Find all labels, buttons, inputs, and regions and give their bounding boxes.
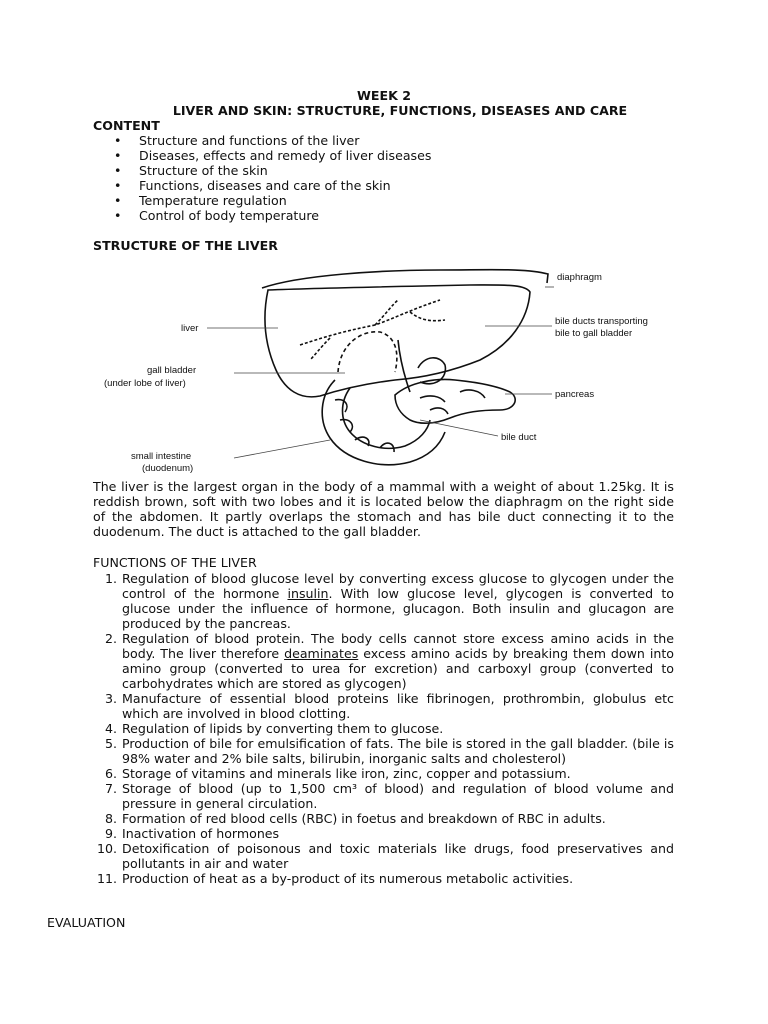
function-item: 3. Manufacture of essential blood proteins like fibrinogen, prothrombin, globulus etc which are involved in blood clotting. (104, 691, 674, 721)
bullet-icon: • (114, 133, 122, 148)
function-item: 10. Detoxification of poisonous and toxic materials like drugs, food preservatives and pollutants in air and water (96, 841, 674, 871)
structure-heading: STRUCTURE OF THE LIVER (93, 238, 278, 253)
bullet-icon: • (114, 208, 122, 223)
function-item: 7. Storage of blood (up to 1,500 cm³ of blood) and regulation of blood volume and pressure in general circulation. (104, 781, 674, 811)
function-item: 6. Storage of vitamins and minerals like iron, zinc, copper and potassium. (104, 766, 571, 781)
liver-diagram (104, 262, 685, 480)
content-list (93, 133, 431, 223)
function-item: 1. Regulation of blood glucose level by converting excess glucose to glycogen under the control of the hormone insulin. With low glucose level, glycogen is converted to glucose under the influence of hormone, glucagon. Both insulin and glucagon are produced by the pancreas. (104, 571, 674, 631)
content-list-item: • Structure of the skin (114, 163, 268, 178)
function-item: 9. Inactivation of hormones (104, 826, 280, 841)
bile-ducts-branches (310, 300, 445, 360)
label-gall-bladder-1: gall bladder (147, 365, 197, 376)
content-list-item: • Functions, diseases and care of the skin (114, 178, 391, 193)
bullet-icon: • (114, 178, 122, 193)
function-item: 5. Production of bile for emulsification of fats. The bile is stored in the gall bladder. (bile is 98% water and 2% bile salts, bilirubin, inorganic salts and cholesterol) (104, 736, 674, 766)
duodenum-outer (322, 380, 445, 465)
leader-bile-duct (420, 420, 498, 436)
document-title: LIVER AND SKIN: STRUCTURE, FUNCTIONS, DISEASES AND CARE (172, 103, 628, 118)
label-bile-ducts-1: bile ducts transporting (555, 316, 648, 327)
functions-heading: FUNCTIONS OF THE LIVER (93, 555, 257, 570)
gall-bladder-outline (338, 332, 397, 372)
function-item: 8. Formation of red blood cells (RBC) in foetus and breakdown of RBC in adults. (104, 811, 606, 826)
content-list-item: • Temperature regulation (114, 193, 287, 208)
liver-intro-paragraph: The liver is the largest organ in the body of a mammal with a weight of about 1.25kg. It is reddish brown, soft with two lobes and it is located below the diaphragm on the right side of the abdomen. It partly overlaps the stomach and has bile duct connecting it to the duodenum. The duct is attached to the gall bladder. (93, 479, 674, 539)
pancreas-outline (395, 380, 515, 424)
functions-list (93, 571, 674, 886)
label-bile-ducts-2: bile to gall bladder (555, 328, 633, 339)
label-liver: liver (181, 323, 199, 334)
label-bile-duct: bile duct (501, 432, 537, 443)
function-item: 11. Production of heat as a by-product of its numerous metabolic activities. (96, 871, 574, 886)
content-list-item: • Structure and functions of the liver (114, 133, 360, 148)
bullet-icon: • (114, 163, 122, 178)
bullet-icon: • (114, 193, 122, 208)
pancreas-lobules (420, 390, 485, 414)
bile-ducts-left (300, 300, 440, 345)
label-small-intestine-1: small intestine (131, 451, 192, 462)
label-pancreas: pancreas (555, 389, 595, 400)
content-list-item: • Control of body temperature (114, 208, 319, 223)
evaluation-heading: EVALUATION (47, 915, 126, 930)
duodenum-folds (335, 400, 394, 452)
leader-small-intestine (234, 440, 330, 458)
content-list-item: • Diseases, effects and remedy of liver diseases (114, 148, 432, 163)
common-bile-duct (398, 340, 410, 392)
label-diaphragm: diaphragm (557, 272, 602, 283)
function-item: 4. Regulation of lipids by converting them to glucose. (104, 721, 444, 736)
label-gall-bladder-2: (under lobe of liver) (104, 378, 186, 389)
content-heading: CONTENT (93, 118, 160, 133)
week-heading: WEEK 2 (356, 88, 411, 103)
label-small-intestine-2: (duodenum) (142, 463, 194, 474)
function-item: 2. Regulation of blood protein. The body cells cannot store excess amino acids in the body. The liver therefore deaminates excess amino acids by breaking them down into amino group (converted to urea for excretion) and carboxyl group (converted to carbohydrates which are stored as glycogen) (104, 631, 674, 691)
bullet-icon: • (114, 148, 122, 163)
